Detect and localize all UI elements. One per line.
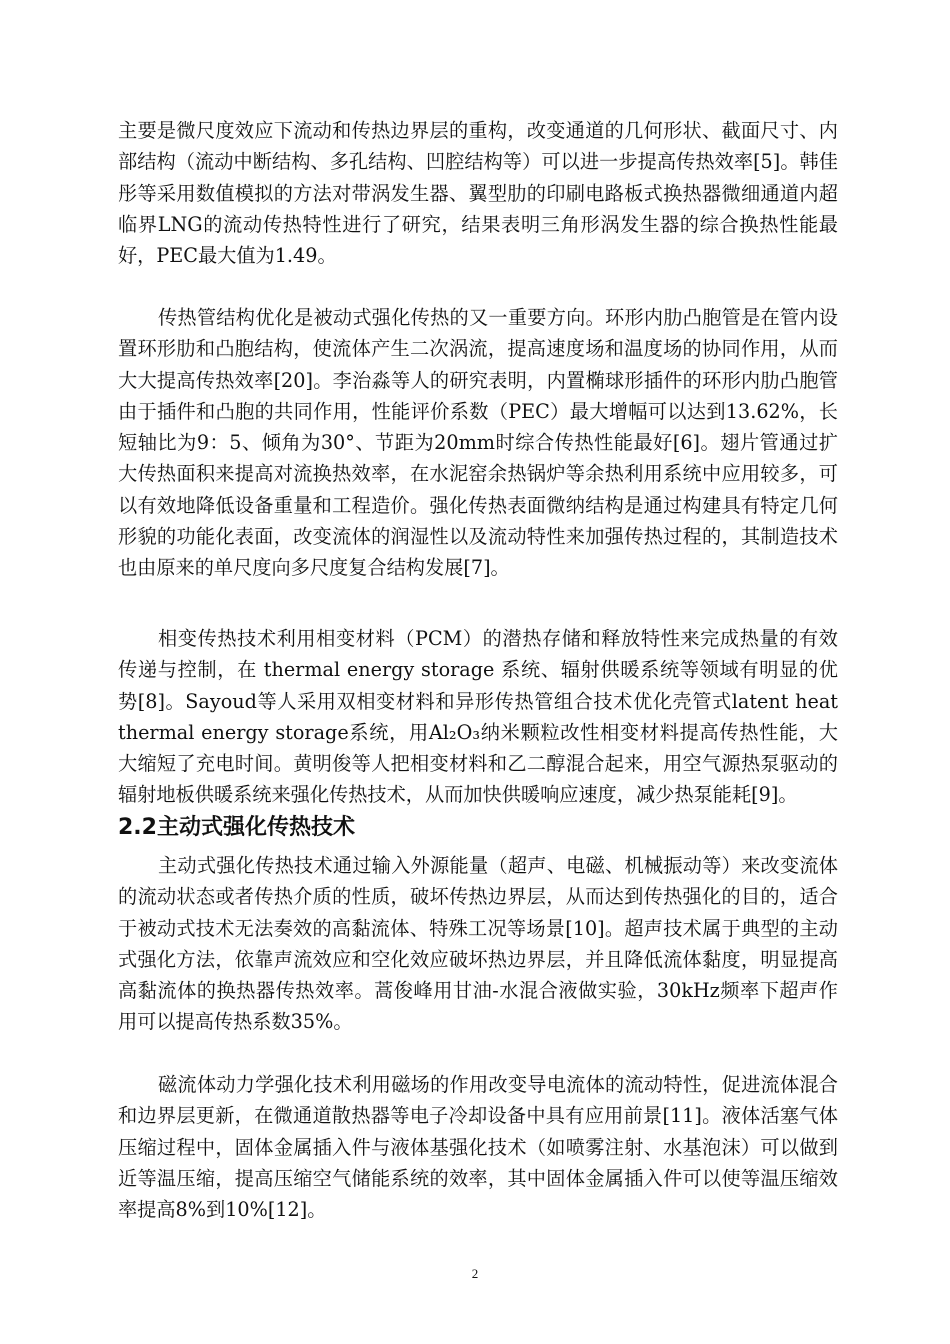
paragraph-phase-change: 相变传热技术利用相变材料（PCM）的潜热存储和释放特性来完成热量的有效传递与控制，在 thermal energy storage 系统、辐射供暖系统等领域有明显的优势[8]。Sayoud等人采用双相变材料和异形传热管组合技术优化壳管式latent heat thermal energy storage系统，用Al₂O₃纳米颗粒改性相变材料提高传热性能，大大缩短了充电时间。黄明俊等人把相变材料和乙二醇混合起来，用空气源热泵驱动的辐射地板供暖系统来强化传热技术，从而加快供暖响应速度，减少热泵能耗[9]。 [118, 627, 838, 807]
paragraph-microscale: 主要是微尺度效应下流动和传热边界层的重构，改变通道的几何形状、截面尺寸、内部结构（流动中断结构、多孔结构、凹腔结构等）可以进一步提高传热效率[5]。韩佳彤等采用数值模拟的方法对带涡发生器、翼型肋的印刷电路板式换热器微细通道内超临界LNG的流动传热特性进行了研究，结果表明三角形涡发生器的综合换热性能最好，PEC最大值为1.49。 [118, 119, 838, 268]
section-heading-active-enhancement: 2.2主动式强化传热技术 [118, 815, 355, 840]
paragraph-tube-structure: 传热管结构优化是被动式强化传热的又一重要方向。环形内肋凸胞管是在管内设置环形肋和凸胞结构，使流体产生二次涡流，提高速度场和温度场的协同作用，从而大大提高传热效率[20]。李治淼等人的研究表明，内置椭球形插件的环形内肋凸胞管由于插件和凸胞的共同作用，性能评价系数（PEC）最大增幅可以达到13.62%，长短轴比为9：5、倾角为30°、节距为20mm时综合传热性能最好[6]。翅片管通过扩大传热面积来提高对流换热效率，在水泥窑余热锅炉等余热利用系统中应用较多，可以有效地降低设备重量和工程造价。强化传热表面微纳结构是通过构建具有特定几何形貌的功能化表面，改变流体的润湿性以及流动特性来加强传热过程的，其制造技术也由原来的单尺度向多尺度复合结构发展[7]。 [118, 306, 838, 580]
page-number: 2 [471, 1266, 479, 1281]
paragraph-mhd: 磁流体动力学强化技术利用磁场的作用改变导电流体的流动特性，促进流体混合和边界层更新，在微通道散热器等电子冷却设备中具有应用前景[11]。液体活塞气体压缩过程中，固体金属插入件与液体基强化技术（如喷雾注射、水基泡沫）可以做到近等温压缩，提高压缩空气储能系统的效率，其中固体金属插入件可以使等温压缩效率提高8%到10%[12]。 [118, 1073, 838, 1222]
paragraph-active-ultrasound: 主动式强化传热技术通过输入外源能量（超声、电磁、机械振动等）来改变流体的流动状态或者传热介质的性质，破坏传热边界层，从而达到传热强化的目的，适合于被动式技术无法奏效的高黏流体、特殊工况等场景[10]。超声技术属于典型的主动式强化方法，依靠声流效应和空化效应破坏热边界层，并且降低流体黏度，明显提高高黏流体的换热器传热效率。蒿俊峰用甘油-水混合液做实验，30kHz频率下超声作用可以提高传热系数35%。 [118, 854, 838, 1034]
